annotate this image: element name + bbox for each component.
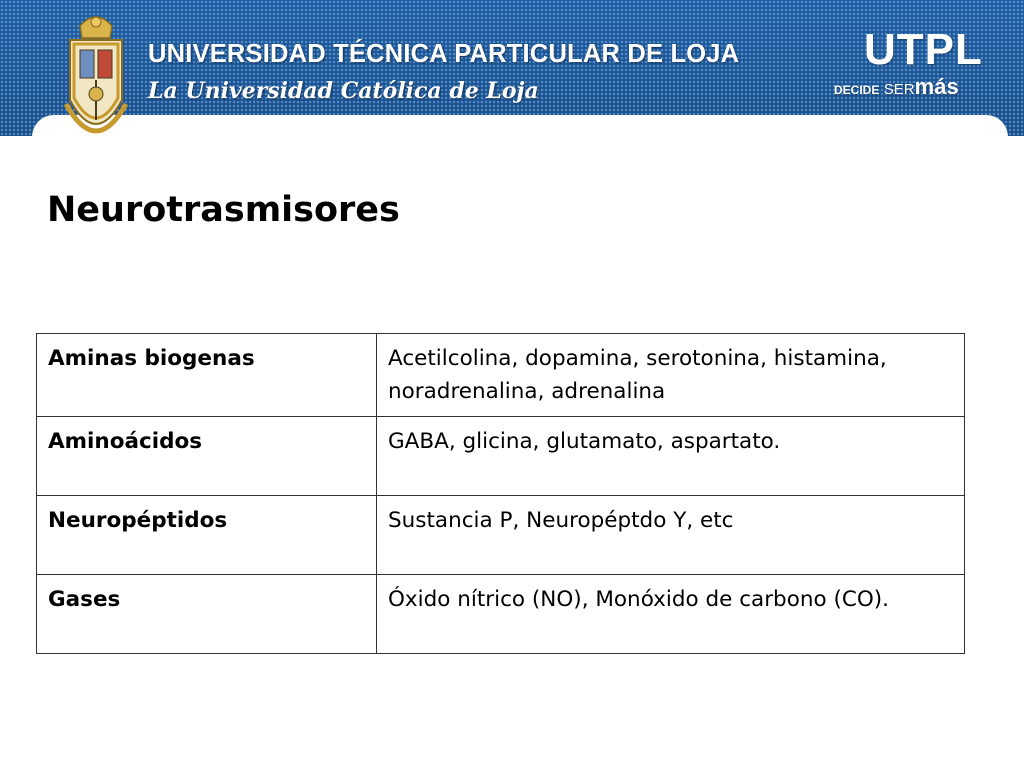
table-row: [37, 496, 965, 575]
university-crest-icon: [60, 8, 132, 158]
utpl-slogan: [834, 74, 959, 100]
header-curve: [32, 115, 1008, 175]
category-cell: Aminas biogenas: [37, 334, 377, 417]
examples-cell: Acetilcolina, dopamina, serotonina, histamina, noradrenalina, adrenalina: [377, 334, 965, 417]
slogan-word-1: DECIDE: [834, 83, 880, 97]
examples-cell: Óxido nítrico (NO), Monóxido de carbono (CO).: [377, 575, 965, 654]
table-row: [37, 575, 965, 654]
table-row: [37, 334, 965, 417]
examples-cell: GABA, glicina, glutamato, aspartato.: [377, 417, 965, 496]
slide-title: Neurotrasmisores: [47, 190, 400, 230]
university-tagline: La Universidad Católica de Loja: [148, 78, 539, 104]
table-row: [37, 417, 965, 496]
slogan-word-3: más: [914, 74, 959, 99]
examples-cell: Sustancia P, Neuropéptdo Y, etc: [377, 496, 965, 575]
utpl-logo: UTPL: [864, 25, 983, 74]
university-name: UNIVERSIDAD TÉCNICA PARTICULAR DE LOJA: [148, 40, 740, 68]
slogan-word-2: SER: [883, 81, 915, 98]
category-cell: Gases: [37, 575, 377, 654]
category-cell: Aminoácidos: [37, 417, 377, 496]
category-cell: Neuropéptidos: [37, 496, 377, 575]
neurotransmitter-table: [36, 333, 965, 654]
